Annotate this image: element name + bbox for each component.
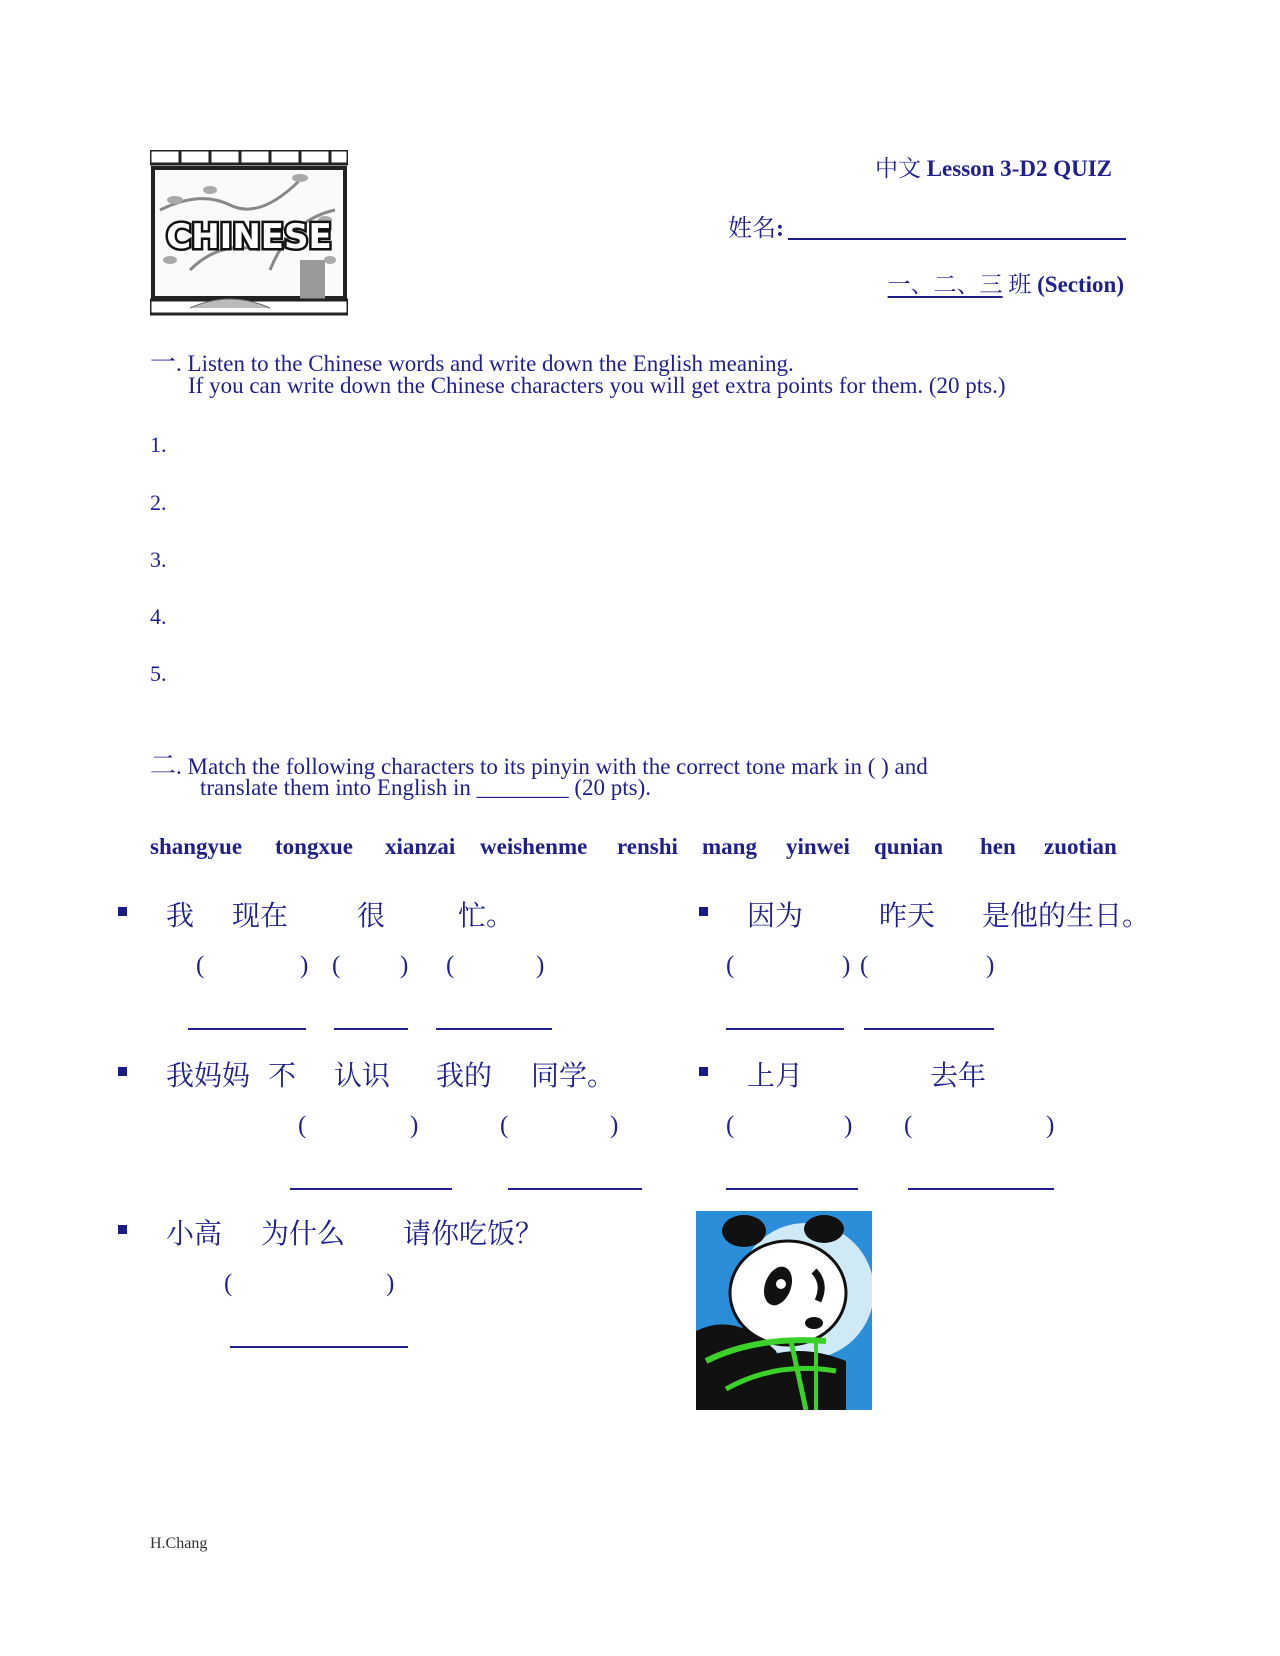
answer-blank[interactable] — [230, 1346, 408, 1348]
answer-blank[interactable] — [864, 1028, 994, 1030]
logo-text: CHINESE — [166, 217, 332, 257]
chinese-logo — [150, 150, 348, 317]
s3-word-2: 不 — [268, 1059, 297, 1092]
bullet — [118, 1067, 127, 1076]
paren-open: ( — [298, 1112, 307, 1139]
s3-word-1: 我妈妈 — [166, 1059, 251, 1092]
s3-word-4: 我的 — [436, 1059, 493, 1092]
part2-line1: . Match the following characters to its pinyin with the correct tone mark in ( ) and — [176, 754, 928, 779]
section-en: (Section) — [1037, 272, 1124, 297]
pinyin-qunian: qunian — [874, 834, 944, 859]
part2-line2: translate them into English in ________ (20 pts). — [200, 775, 652, 800]
name-label: 姓名 — [728, 214, 776, 242]
paren-open: ( — [904, 1112, 913, 1139]
name-colon: : — [776, 216, 784, 242]
pinyin-hen: hen — [980, 834, 1016, 859]
paren-close: ) — [300, 952, 309, 979]
paren-close: ) — [386, 1270, 395, 1297]
pinyin-xianzai: xianzai — [385, 834, 456, 859]
s2-word-1: 因为 — [747, 899, 804, 932]
answer-blank[interactable] — [188, 1028, 306, 1030]
s5-word-1: 小高 — [166, 1217, 223, 1250]
answer-item-1[interactable]: 1. — [150, 432, 167, 457]
s3-word-5: 同学。 — [531, 1059, 616, 1092]
s2-word-3: 是他的生日。 — [982, 899, 1151, 932]
pinyin-renshi: renshi — [617, 834, 678, 859]
paren-open: ( — [500, 1112, 509, 1139]
part2-marker: 二 — [150, 751, 177, 781]
paren-close: ) — [842, 952, 851, 979]
s4-word-1: 上月 — [747, 1059, 804, 1092]
answer-blank[interactable] — [290, 1188, 452, 1190]
paren-open: ( — [224, 1270, 233, 1297]
paren-open: ( — [196, 952, 205, 979]
author-footer: H.Chang — [150, 1535, 208, 1552]
section-options[interactable]: 一、二、三 — [887, 272, 1003, 298]
pinyin-mang: mang — [702, 834, 757, 859]
answer-item-2[interactable]: 2. — [150, 490, 167, 515]
paren-close: ) — [844, 1112, 853, 1139]
s4-word-2: 去年 — [930, 1059, 987, 1092]
paren-close: ) — [536, 952, 545, 979]
answer-blank[interactable] — [726, 1188, 858, 1190]
paren-close: ) — [986, 952, 995, 979]
answer-item-5[interactable]: 5. — [150, 661, 167, 686]
name-blank-line[interactable] — [788, 238, 1126, 240]
name-field[interactable] — [728, 208, 784, 243]
part1-line2: If you can write down the Chinese characters you will get extra points for them. (20 pts.) — [188, 373, 1006, 398]
answer-blank[interactable] — [436, 1028, 552, 1030]
s2-word-2: 昨天 — [879, 899, 936, 932]
pinyin-weishenme: weishenme — [480, 834, 588, 859]
answer-blank[interactable] — [908, 1188, 1054, 1190]
answer-item-4[interactable]: 4. — [150, 604, 167, 629]
quiz-title — [875, 150, 1112, 183]
answer-blank[interactable] — [726, 1028, 844, 1030]
paren-close: ) — [1046, 1112, 1055, 1139]
answer-blank[interactable] — [508, 1188, 642, 1190]
bullet — [699, 1067, 708, 1076]
bullet — [118, 1225, 127, 1234]
paren-open: ( — [726, 952, 735, 979]
s5-word-3: 请你吃饭？ — [403, 1217, 544, 1250]
paren-close: ) — [610, 1112, 619, 1139]
answer-item-3[interactable]: 3. — [150, 547, 167, 572]
answer-blank[interactable] — [334, 1028, 408, 1030]
paren-close: ) — [410, 1112, 419, 1139]
pinyin-tongxue: tongxue — [275, 834, 353, 859]
section-zh: 班 — [1008, 272, 1032, 298]
title-zh: 中文 — [874, 156, 921, 182]
paren-open: ( — [332, 952, 341, 979]
part1-line1: . Listen to the Chinese words and write down the English meaning. — [176, 351, 794, 376]
section-line — [888, 266, 1124, 299]
pinyin-shangyue: shangyue — [150, 834, 243, 859]
pinyin-zuotian: zuotian — [1044, 834, 1117, 859]
s1-word-4: 忙。 — [458, 899, 515, 932]
panda-illustration — [696, 1211, 872, 1410]
paren-open: ( — [446, 952, 455, 979]
s1-word-1: 我 — [166, 899, 195, 932]
paren-open: ( — [860, 952, 869, 979]
s1-word-2: 现在 — [232, 899, 289, 932]
pinyin-yinwei: yinwei — [786, 834, 850, 859]
paren-close: ) — [400, 952, 409, 979]
bullet — [699, 907, 708, 916]
s3-word-3: 认识 — [334, 1059, 391, 1092]
bullet — [118, 907, 127, 916]
part1-marker: 一 — [150, 348, 177, 378]
s5-word-2: 为什么 — [261, 1217, 346, 1250]
title-en: Lesson 3-D2 QUIZ — [926, 156, 1112, 181]
paren-open: ( — [726, 1112, 735, 1139]
s1-word-3: 很 — [357, 899, 386, 932]
